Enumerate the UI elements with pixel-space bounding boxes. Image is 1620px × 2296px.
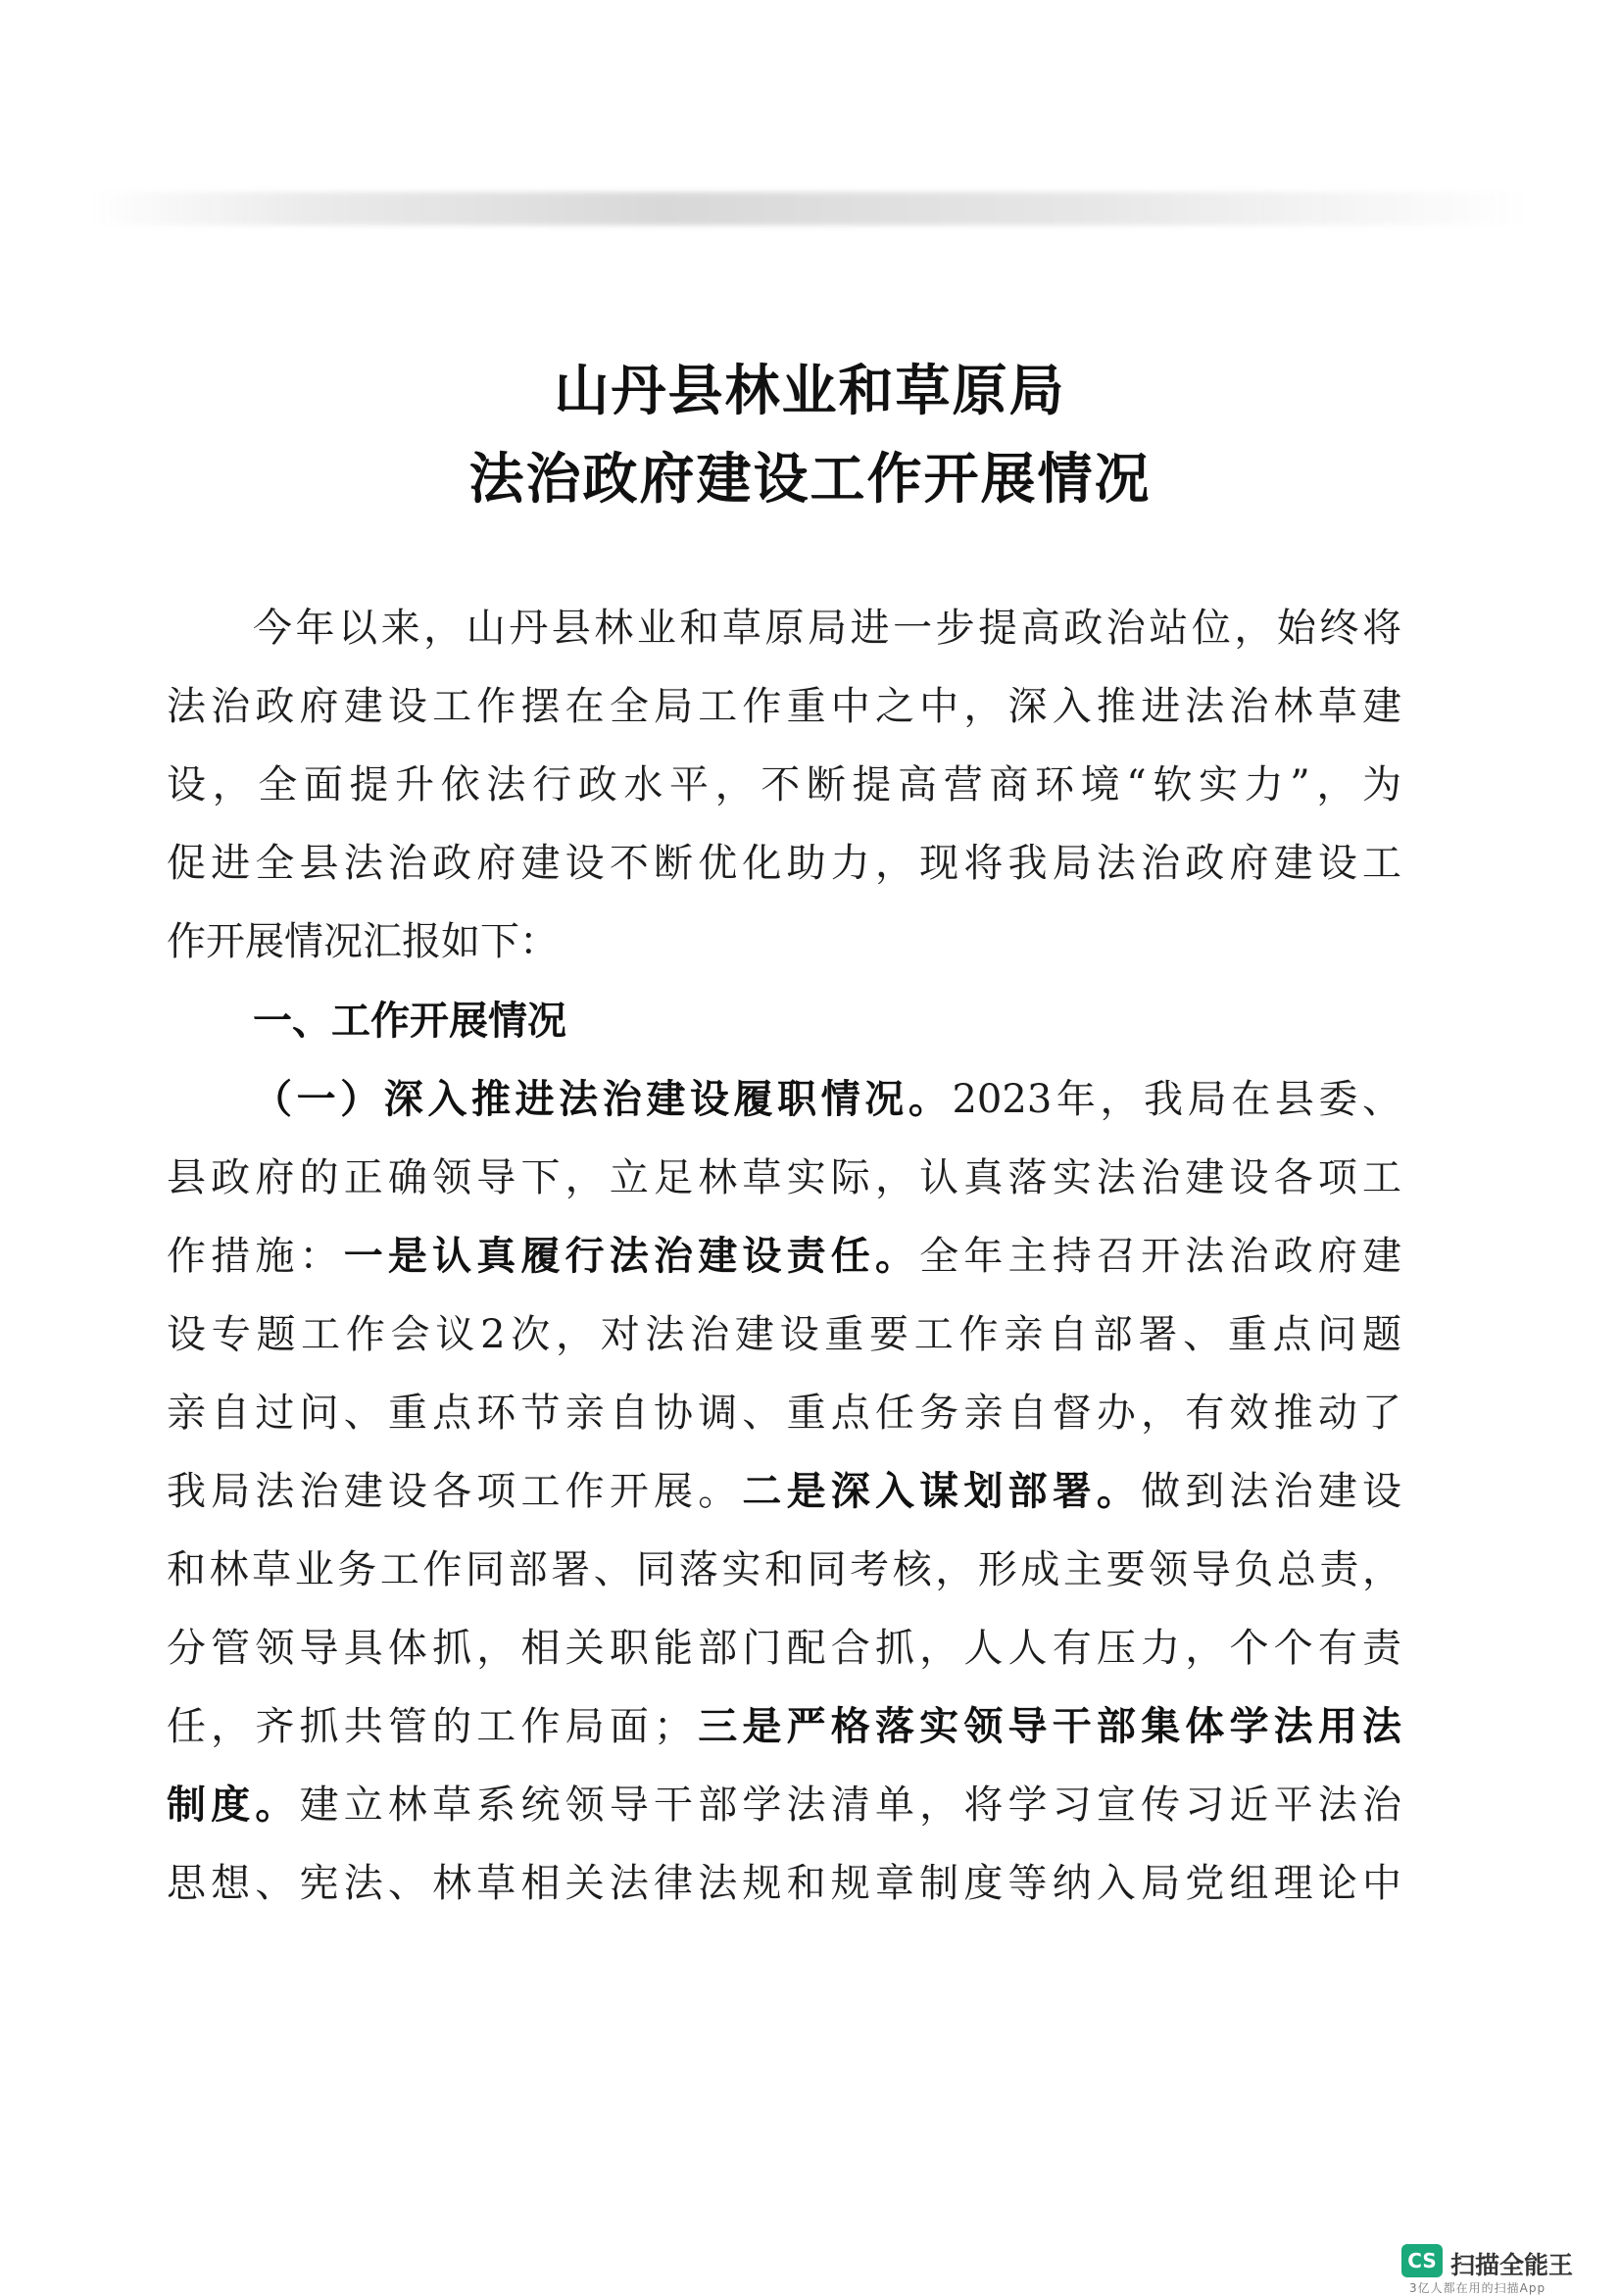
body-text: 2023年，我局在县委、 <box>952 1077 1401 1122</box>
emphasis-text: 三是严格落实领导干部集体学法用法 <box>693 1704 1402 1749</box>
watermark-tagline: 3亿人都在用的扫描App <box>1409 2281 1546 2295</box>
body-line: 县政府的正确领导下，立足林草实际，认真落实法治建设各项工 <box>167 1155 1401 1200</box>
emphasis-text: 制度。 <box>167 1783 300 1828</box>
subheading: （一）深入推进法治建设履职情况。 <box>253 1077 953 1122</box>
camscanner-logo-icon: CS <box>1401 2244 1443 2277</box>
body-line: 设专题工作会议2次，对法治建设重要工作亲自部署、重点问题 <box>167 1312 1401 1357</box>
scan-artifact <box>88 192 1529 225</box>
body-line: 亲自过问、重点环节亲自协调、重点任务亲自督办，有效推动了 <box>167 1391 1401 1436</box>
intro-line: 设，全面提升依法行政水平，不断提高营商环境“软实力”，为 <box>167 762 1401 807</box>
section-heading: 一、工作开展情况 <box>253 999 566 1044</box>
body-text: 我局法治建设各项工作开展。 <box>167 1469 743 1514</box>
body-line: 和林草业务工作同部署、同落实和同考核，形成主要领导负总责， <box>167 1547 1401 1592</box>
body-text: 任，齐抓共管的工作局面； <box>167 1704 694 1749</box>
body-line: 分管领导具体抓，相关职能部门配合抓，人人有压力，个个有责 <box>167 1626 1401 1671</box>
intro-line: 促进全县法治政府建设不断优化助力，现将我局法治政府建设工 <box>167 841 1401 886</box>
scanner-watermark <box>1401 2244 1607 2295</box>
body-text: 做到法治建设 <box>1141 1469 1402 1514</box>
body-text: 全年主持召开法治政府建 <box>919 1234 1402 1279</box>
body-line <box>167 1780 1401 1831</box>
body-text: 作措施： <box>167 1234 344 1279</box>
intro-line: 法治政府建设工作摆在全局工作重中之中，深入推进法治林草建 <box>167 684 1401 729</box>
watermark-name: 扫描全能王 <box>1450 2251 1574 2279</box>
body-line: 思想、宪法、林草相关法律法规和规章制度等纳入局党组理论中 <box>167 1861 1401 1906</box>
body-line <box>167 1701 1401 1752</box>
body-text: 建立林草系统领导干部学法清单，将学习宣传习近平法治 <box>299 1783 1402 1828</box>
document-title-line1: 山丹县林业和草原局 <box>554 360 1066 423</box>
emphasis-text: 一是认真履行法治建设责任。 <box>343 1234 920 1279</box>
intro-line: 今年以来，山丹县林业和草原局进一步提高政治站位，始终将 <box>253 606 1401 651</box>
body-line <box>253 1074 1401 1125</box>
emphasis-text: 二是深入谋划部署。 <box>742 1469 1142 1514</box>
intro-line: 作开展情况汇报如下： <box>167 919 559 964</box>
document-title-line2: 法治政府建设工作开展情况 <box>468 448 1152 512</box>
body-line <box>167 1466 1401 1517</box>
body-line <box>167 1231 1401 1282</box>
